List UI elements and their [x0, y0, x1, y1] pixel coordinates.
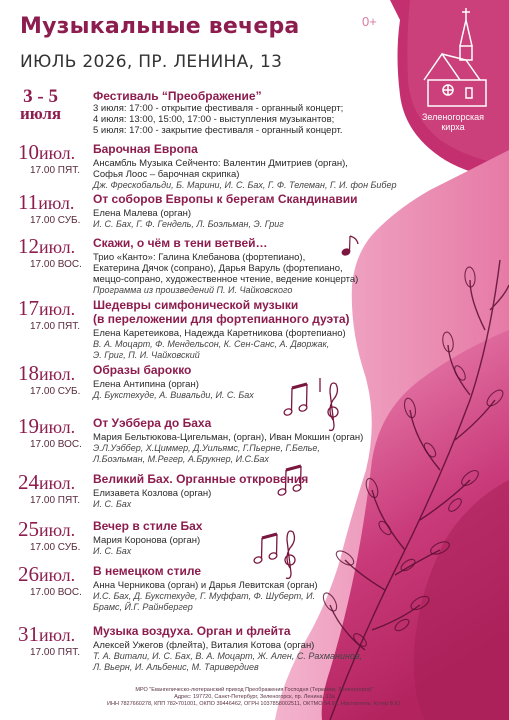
- event-performers: Елена Антипина (орган): [93, 379, 199, 390]
- event-program: И. С. Бах: [93, 546, 132, 556]
- event-program: Дж. Фрескобальди, Б. Марини, И. С. Бах, Г. Ф. Телеман, Г. И. фон Бибер: [93, 180, 397, 190]
- event-day: 12: [18, 234, 39, 258]
- event-month: июл.: [39, 237, 76, 257]
- festival-date-month: июля: [20, 104, 62, 123]
- event-title: [93, 564, 201, 578]
- event-title-line: (в переложении для фортепианного дуэта): [93, 312, 350, 326]
- event-month: июл.: [39, 565, 76, 585]
- event-title-line: Великий Бах. Органные откровения: [93, 472, 309, 486]
- event-day: 31: [18, 622, 39, 646]
- event-performers: Трио «Канто»: Галина Клебанова (фортепиано),: [93, 252, 306, 263]
- event-details: [93, 208, 284, 230]
- event-performers: Елена Малева (орган): [93, 208, 192, 219]
- event-details: [93, 535, 200, 557]
- event-details: [93, 252, 358, 296]
- event-performers: Елизавета Козлова (орган): [93, 488, 212, 499]
- event-performers: Мария Коронова (орган): [93, 535, 201, 546]
- event-day: 25: [18, 517, 39, 541]
- event-details: [93, 432, 363, 464]
- event-title-line: Барочная Европа: [93, 142, 198, 156]
- event-program: Э. Григ, П. И. Чайковский: [93, 349, 200, 360]
- event-title-line: От Уэббера до Баха: [93, 416, 212, 430]
- event-details: [93, 379, 254, 401]
- event-details: [93, 158, 396, 191]
- festival-schedule-line: 3 июля: 17:00 - открытие фестиваля - органный концерт;: [93, 103, 344, 114]
- age-rating-badge: 0+: [362, 14, 377, 29]
- footer: [10, 687, 499, 708]
- event-program: Д. Букстехуде, А. Вивальди, И. С. Бах: [93, 390, 254, 400]
- event-title: [93, 519, 202, 533]
- festival-schedule-line: 5 июля: 17:00 - закрытие фестиваля - органный концерт.: [93, 124, 343, 136]
- event-date: [18, 562, 75, 587]
- event-time: 17.00 СУБ.: [30, 215, 81, 226]
- event-time: 17.00 СУБ.: [30, 542, 81, 553]
- event-month: июл.: [39, 625, 76, 645]
- event-date: [18, 190, 74, 215]
- festival-date-days: 3 - 5: [23, 86, 58, 107]
- event-day: 10: [18, 140, 39, 164]
- event-time: 17.00 ВОС.: [30, 259, 82, 270]
- event-program: В. А. Моцарт, Ф. Мендельсон, К. Сен-Санс, А. Дворжак,: [93, 339, 330, 349]
- event-date: [18, 622, 75, 647]
- event-time: 17.00 ВОС.: [30, 587, 82, 598]
- event-title: [93, 416, 211, 430]
- event-performers: Анна Черникова (орган) и Дарья Левитская (орган): [93, 580, 318, 591]
- event-date: [18, 361, 75, 386]
- event-time: 17.00 ПЯТ.: [30, 165, 80, 176]
- event-day: 26: [18, 562, 39, 586]
- event-title: [93, 142, 198, 156]
- festival-schedule-line: 4 июля: 13:00, 15:00, 17:00 - выступления музыкантов;: [93, 113, 335, 125]
- event-title: [93, 363, 191, 377]
- event-performers: Ансамбль Музыка Сейченто: Валентин Дмитриев (орган),: [93, 158, 348, 169]
- event-date: [18, 470, 75, 495]
- event-time: 17.00 ПЯТ.: [30, 647, 80, 658]
- event-date: [18, 234, 75, 259]
- event-program: Программа из произведений П. И. Чайковского: [93, 285, 293, 295]
- event-day: 19: [18, 414, 39, 438]
- footer-line: Адрес: 197720, Санкт-Петербург, Зеленогорск, пр. Ленина, 13а: [174, 694, 335, 700]
- event-performers: Алексей Ужегов (флейта), Виталия Котова (орган): [93, 640, 315, 651]
- event-day: 17: [18, 296, 39, 320]
- event-program: И. С. Бах: [93, 499, 132, 509]
- event-day: 11: [18, 190, 39, 214]
- event-performers: Мария Бельтюкова-Цигельман, (орган), Иван Мокшин (орган): [93, 432, 364, 443]
- page-title: Музыкальные вечера: [20, 14, 300, 39]
- event-date: [18, 140, 75, 165]
- event-title-line: Музыка воздуха. Орган и флейта: [93, 624, 291, 638]
- event-details: [93, 488, 211, 510]
- event-month: июл.: [39, 520, 76, 540]
- event-time: 17.00 ПЯТ.: [30, 321, 80, 332]
- event-program: Э.Л.Уэббер, Х.Циммер, Д.Уильямс, Г.Пьерне, Г.Белье,: [93, 443, 320, 453]
- event-title-line: Образы барокко: [93, 363, 192, 377]
- event-performers: меццо-сопрано, художественное чтение, ведение концерта): [93, 274, 359, 285]
- event-title-line: Вечер в стиле Бах: [93, 519, 203, 533]
- event-program: Т. А. Витали, И. С. Бах, В. А. Моцарт, Ж. Ален, С. Рахманинов,: [93, 651, 363, 661]
- event-date: [18, 296, 75, 321]
- festival-name: Фестиваль “Преображение”: [93, 89, 262, 103]
- event-performers: Софья Лоос – барочная скрипка): [93, 169, 240, 180]
- event-month: июл.: [39, 299, 76, 319]
- event-time: 17.00 СУБ.: [30, 386, 81, 397]
- event-date: [18, 517, 75, 542]
- event-program: И.С. Бах, Д. Букстехуде, Г. Муффат, Ф. Шуберт, И.: [93, 591, 316, 601]
- event-program: И. С. Бах, Г. Ф. Гендель, Л. Боэльман, Э. Григ: [93, 219, 284, 229]
- event-title-line: В немецком стиле: [93, 564, 201, 578]
- event-month: июл.: [38, 193, 75, 213]
- event-program: Брамс, Й.Г. Райнбергер: [93, 601, 193, 612]
- event-date: [18, 414, 75, 439]
- church-name-line1: Зеленогорская: [422, 112, 484, 122]
- event-month: июл.: [39, 143, 76, 163]
- event-title: [93, 192, 358, 206]
- event-title: [93, 298, 350, 326]
- church-name-line2: кирха: [441, 122, 465, 132]
- event-title-line: Шедевры симфонической музыки: [93, 298, 299, 312]
- event-time: 17.00 ВОС.: [30, 439, 82, 450]
- event-program: Л.Боэльман, М.Регер, А.Брукнер, И.С.Бах: [93, 453, 269, 464]
- page-subtitle: ИЮЛЬ 2026, ПР. ЛЕНИНА, 13: [20, 52, 283, 72]
- event-performers: Екатерина Дячок (сопрано), Дарья Варуль (фортепиано,: [93, 263, 343, 274]
- event-details: [93, 328, 346, 360]
- event-title-line: Скажи, о чём в тени ветвей…: [93, 236, 268, 250]
- event-title: [93, 236, 268, 250]
- event-month: июл.: [39, 417, 76, 437]
- event-month: июл.: [39, 364, 76, 384]
- event-details: [93, 640, 362, 672]
- footer-line: ИНН 7827660278, КПП 782•701001, ОКПО 39446462, ОГРН 1037858002511, ОКТМО 54.91, Настоятель: Кутер В.Ю.: [107, 701, 402, 707]
- event-day: 18: [18, 361, 39, 385]
- event-time: 17.00 ПЯТ.: [30, 495, 80, 506]
- event-title-line: От соборов Европы к берегам Скандинавии: [93, 192, 358, 206]
- event-title: [93, 624, 291, 638]
- event-month: июл.: [39, 473, 76, 493]
- event-performers: Елена Каретеикова, Надежда Каретникова (фортепиано): [93, 328, 346, 339]
- event-title: [93, 472, 308, 486]
- event-program: Л. Вьерн, И. Альбенис, М. Таривердиев: [93, 661, 259, 672]
- event-day: 24: [18, 470, 39, 494]
- footer-line: МРО "Евангелическо-лютеранский приход Преображения Господня (Теркиёки, Зеленогорск)": [135, 687, 374, 693]
- event-details: [93, 580, 318, 612]
